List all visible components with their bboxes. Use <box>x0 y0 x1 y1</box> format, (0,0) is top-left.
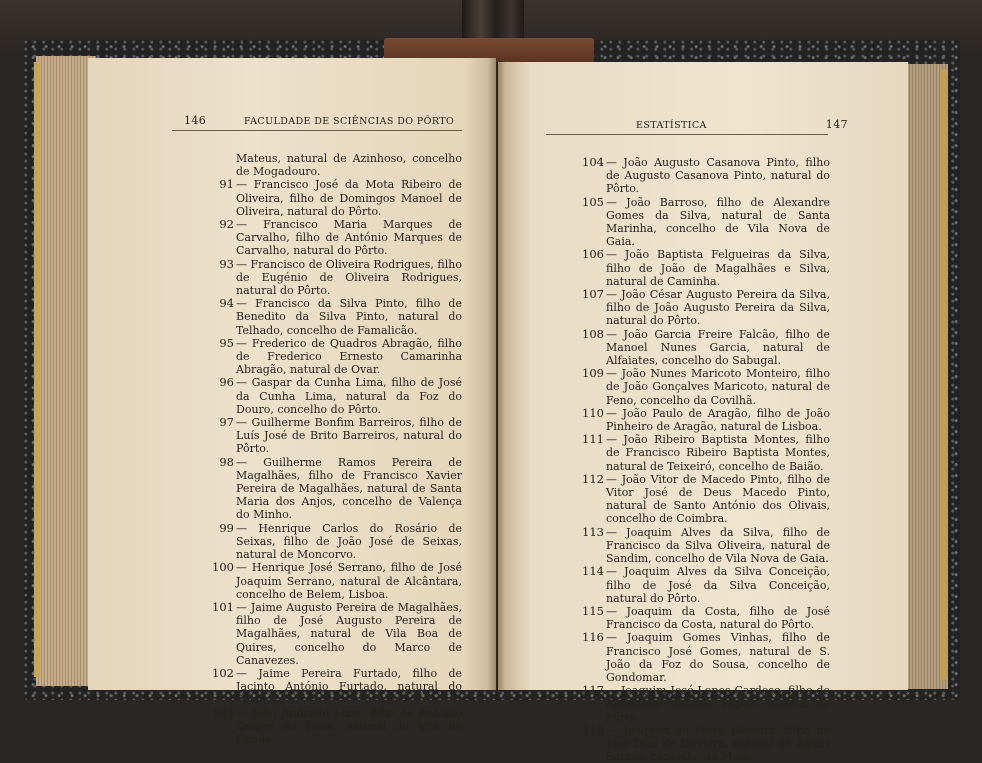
entry-text: — João Ribeiro Baptista Montes, filho de Francisco Ribeiro Baptista Montes, natural de Teixeiró, concelho de Baião. <box>606 433 830 473</box>
entry-text: — Jaime Pereira Furtado, filho de Jacinto António Furtado, natural do Pôrto. <box>236 666 462 707</box>
continuation-entry <box>198 152 462 178</box>
entry-text: — João Andrade Lima, filho de António Gomes de Lima, natural de Vila do Conde. <box>236 706 462 746</box>
list-item <box>568 724 830 763</box>
entry-number: 111 <box>582 432 604 447</box>
entry-text: — João Paulo de Aragão, filho de João Pinheiro de Aragão, natural de Lisboa. <box>606 406 830 434</box>
entry-number: 112 <box>582 471 604 486</box>
entry-number: 104 <box>582 155 604 169</box>
entry-text: — Guilherme Ramos Pereira de Magalhães, filho de Francisco Xavier Pereira de Magalhães, natural de Santa Maria dos Anjos, concelho de Valença do Minho. <box>236 455 462 522</box>
list-item <box>198 561 462 601</box>
entry-text: — Francisco de Oliveira Rodrigues, filho de Eugénio de Oliveira Rodrigues, natural do Pôrto. <box>236 257 462 298</box>
entry-text: — Francisco da Silva Pinto, filho de Benedito da Silva Pinto, natural do Telhado, concelho de Famalicão. <box>236 297 462 337</box>
list-item <box>568 433 830 473</box>
list-item <box>198 376 462 416</box>
entry-number: 99 <box>219 520 234 535</box>
list-item <box>198 218 462 258</box>
list-item <box>568 288 830 328</box>
list-item <box>568 328 830 368</box>
list-item <box>568 196 830 249</box>
list-item <box>198 456 462 522</box>
list-item <box>568 631 830 684</box>
entry-number: 91 <box>219 177 234 192</box>
entry-number: 92 <box>219 217 234 232</box>
entry-number: 107 <box>582 287 604 302</box>
entry-text: — Joaquim Alves da Silva, filho de Francisco da Silva Oliveira, natural de Sandim, concelho de Vila Nova de Gaia. <box>606 525 830 566</box>
entry-number: 108 <box>582 326 604 341</box>
entry-text: — João Garcia Freire Falcão, filho de Manoel Nunes Garcia, natural de Alfaiates, concelho do Sabugal. <box>606 327 830 368</box>
entry-number: 102 <box>212 665 234 680</box>
right-page-number: 147 <box>825 118 848 131</box>
entry-text: — Guilherme Bonfim Barreiros, filho de Luís José de Brito Barreiros, natural do Pôrto. <box>236 416 462 456</box>
entry-number: 118 <box>582 722 604 737</box>
list-item <box>198 707 462 747</box>
left-entry-list <box>198 152 462 746</box>
entry-text: — Joaquim Gomes Vinhas, filho de Francisco José Gomes, natural de S. João da Foz do Sousa, concelho de Gondomar. <box>606 631 830 684</box>
entry-number: 114 <box>582 564 604 579</box>
entry-number: 98 <box>219 454 234 469</box>
right-running-head <box>548 118 848 132</box>
right-page <box>498 62 908 763</box>
entry-text: — João Augusto Casanova Pinto, filho de Augusto Casanova Pinto, natural do Pôrto. <box>606 156 830 196</box>
entry-number: 110 <box>582 405 604 420</box>
entry-number: 115 <box>582 603 604 618</box>
list-item <box>198 667 462 707</box>
continuation-text: Mateus, natural de Azinhoso, concelho de Mogadouro. <box>236 152 462 179</box>
page-gutter <box>488 58 506 692</box>
left-page-edges <box>36 56 96 686</box>
list-item <box>198 337 462 377</box>
list-item <box>568 565 830 605</box>
entry-text: — Francisco José da Mota Ribeiro de Oliveira, filho de Domingos Manoel de Oliveira, natural do Pôrto. <box>236 178 462 218</box>
entry-number: 109 <box>582 366 604 381</box>
entry-number: 113 <box>582 524 604 539</box>
list-item <box>198 601 462 667</box>
right-entry-list <box>568 156 830 763</box>
right-gilt-edge <box>940 70 946 680</box>
entry-text: — João Nunes Maricoto Monteiro, filho de João Gonçalves Maricoto, natural de Feno, concelho da Covilhã. <box>606 367 830 407</box>
entry-text: — Joaquim José Lopes Cardoso, filho de Agostinho António Lopes, natural do Pôrto. <box>606 684 830 724</box>
list-item <box>198 522 462 562</box>
entry-text: — Joaquim Alves da Silva Conceição, filho de José da Silva Conceição, natural do Pôrto. <box>606 565 830 605</box>
entry-number: 116 <box>582 630 604 645</box>
list-item <box>568 248 830 288</box>
entry-number: 101 <box>212 599 234 614</box>
entry-number: 106 <box>582 247 604 262</box>
entry-number: 117 <box>582 683 604 698</box>
entry-text: — João Barroso, filho de Alexandre Gomes da Silva, natural de Santa Marinha, concelho de Vila Nova de Gaia. <box>606 195 830 249</box>
list-item <box>568 367 830 407</box>
list-item <box>568 407 830 433</box>
entry-number: 100 <box>212 560 234 575</box>
list-item <box>568 473 830 526</box>
left-page-number: 146 <box>184 114 207 127</box>
entry-text: — Joaquim de Paiva Oliveira, filho de José Dias de Oliveira, natural de Aguas Santas, concelho da Maia. <box>606 723 830 763</box>
list-item <box>198 178 462 218</box>
entry-number: 96 <box>219 375 234 390</box>
entry-number: 103 <box>212 705 234 720</box>
entry-text: — João Baptista Felgueiras da Silva, filho de João de Magalhães e Silva, natural de Caminha. <box>606 248 830 288</box>
left-gilt-edge <box>34 62 40 677</box>
entry-text: — Gaspar da Cunha Lima, filho de José da Cunha Lima, natural da Foz do Douro, concelho do Pôrto. <box>236 376 462 416</box>
entry-text: — Joaquim da Costa, filho de José Francisco da Costa, natural do Pôrto. <box>606 604 830 632</box>
entry-number: 93 <box>219 256 234 271</box>
right-header-title: ESTATÍSTICA <box>636 120 707 131</box>
entry-number: 105 <box>582 194 604 209</box>
entry-text: — Jaime Augusto Pereira de Magalhães, filho de José Augusto Pereira de Magalhães, natural de Vila Boa de Quires, concelho do Marco de Canavezes. <box>236 600 462 667</box>
list-item <box>198 416 462 456</box>
left-header-rule <box>172 130 462 131</box>
list-item <box>568 605 830 631</box>
entry-text: — João Vitor de Macedo Pinto, filho de Vitor José de Deus Macedo Pinto, natural de Santo António dos Olivais, concelho de Coimbra. <box>606 472 830 526</box>
right-header-rule <box>546 134 828 135</box>
list-item <box>568 526 830 566</box>
entry-number: 95 <box>219 335 234 350</box>
left-header-title: FACULDADE DE SCIÊNCIAS DO PÔRTO <box>244 116 455 127</box>
entry-text: — João César Augusto Pereira da Silva, filho de João Augusto Pereira da Silva, natural do Pôrto. <box>606 288 830 328</box>
entry-text: — Henrique Carlos do Rosário de Seixas, filho de João José de Seixas, natural de Moncorvo. <box>236 521 462 562</box>
entry-text: — Henrique José Serrano, filho de José Joaquim Serrano, natural de Alcântara, concelho de Belem, Lisboa. <box>236 561 462 601</box>
entry-number: 97 <box>219 415 234 430</box>
list-item <box>568 156 830 196</box>
list-item <box>198 258 462 298</box>
entry-number: 94 <box>219 296 234 311</box>
entry-text: — Francisco Maria Marques de Carvalho, filho de António Marques de Carvalho, natural do Pôrto. <box>236 218 462 258</box>
left-running-head <box>184 114 464 128</box>
list-item <box>198 297 462 337</box>
list-item <box>568 684 830 724</box>
entry-text: — Frederico de Quadros Abragão, filho de Frederico Ernesto Camarinha Abragão, natural de Ovar. <box>236 336 462 377</box>
left-page <box>88 58 496 746</box>
